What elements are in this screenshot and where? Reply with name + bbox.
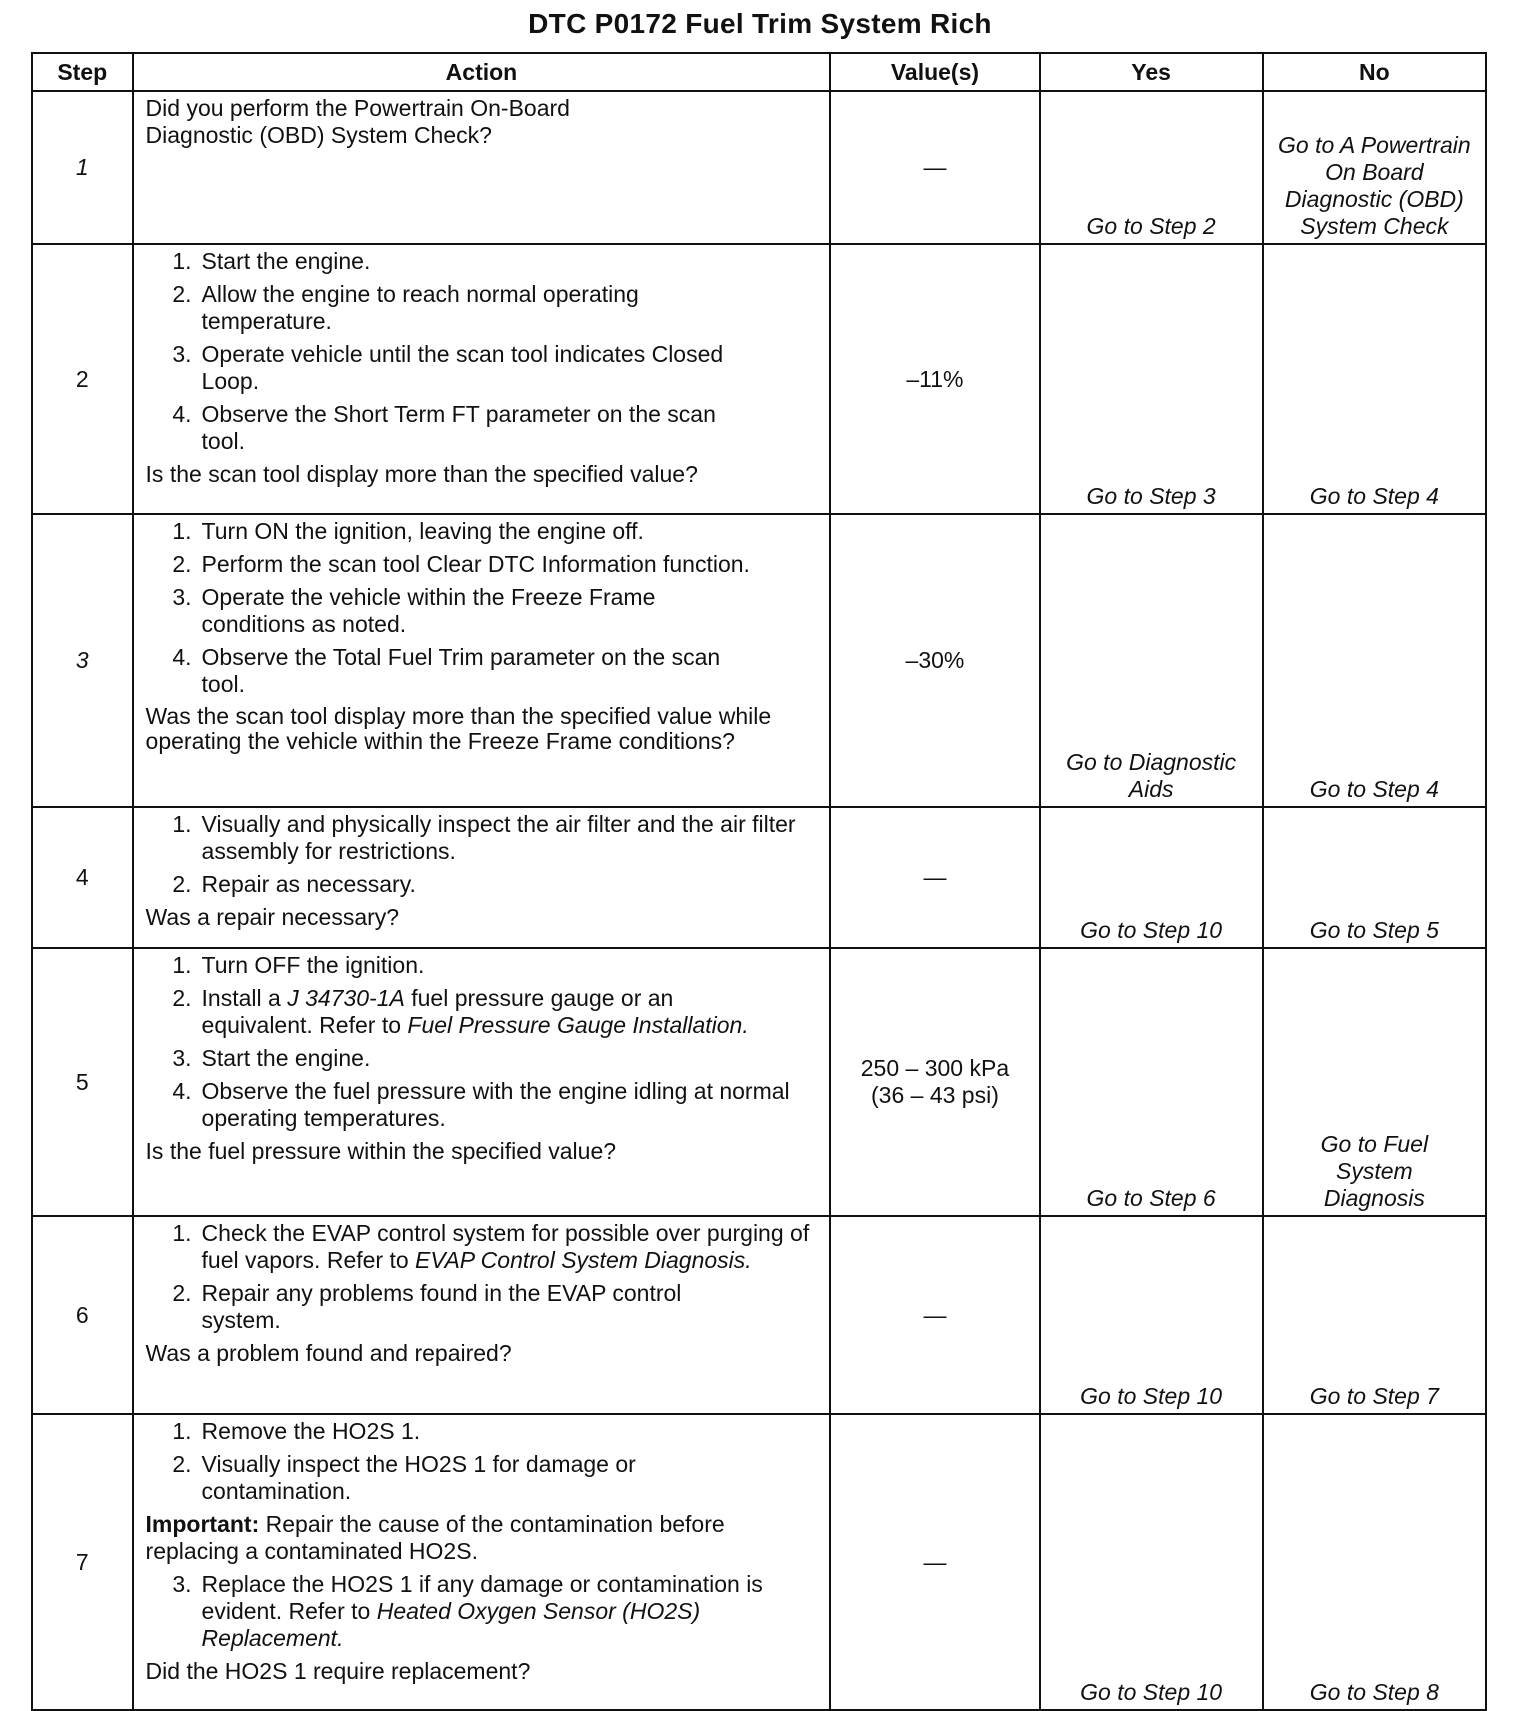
value-cell: — (830, 91, 1039, 244)
important-note (146, 1511, 822, 1565)
step-number: 2 (32, 244, 133, 514)
list-item: 1. Turn OFF the ignition. (172, 952, 425, 978)
value-cell: — (830, 807, 1039, 948)
step-number: 4 (32, 807, 133, 948)
no-cell: Go to Step 4 (1263, 514, 1486, 807)
list-item: 4. Observe the Total Fuel Trim parameter on the scan tool. (172, 644, 721, 697)
list-item: 3. Operate vehicle until the scan tool indicates Closed Loop. (172, 341, 724, 394)
no-reference: A Powertrain On Board Diagnostic (OBD) System Check (1284, 132, 1471, 239)
step-number: 1 (32, 91, 133, 244)
table-row (32, 514, 1486, 807)
list-item: 1. Start the engine. (172, 248, 371, 274)
table-row (32, 807, 1486, 948)
value-cell: –11% (830, 244, 1039, 514)
table-row (32, 244, 1486, 514)
list-item: 2. Perform the scan tool Clear DTC Information function. (172, 551, 750, 577)
tool-reference: J 34730-1A (287, 985, 405, 1011)
list-item: 4. Observe the Short Term FT parameter on the scan tool. (172, 401, 716, 454)
value-cell: — (830, 1414, 1039, 1710)
list-item: 2. Allow the engine to reach normal operating temperature. (172, 281, 639, 334)
table-row (32, 1414, 1486, 1710)
no-reference: Fuel System Diagnosis (1323, 1131, 1429, 1211)
list-item: 2. Repair any problems found in the EVAP control system. (172, 1280, 682, 1333)
question: Was a problem found and repaired? (145, 1340, 512, 1366)
question: Did the HO2S 1 require replacement? (145, 1658, 531, 1684)
list-item: 4. Observe the fuel pressure with the engine idling at normal operating temperatures. (172, 1078, 790, 1131)
important-label: Important: (145, 1511, 260, 1537)
question: Is the scan tool display more than the specified value? (145, 461, 698, 487)
procedure-list (146, 811, 822, 898)
table-row (32, 91, 1486, 244)
no-cell (1263, 948, 1486, 1216)
document-title: DTC P0172 Fuel Trim System Rich (528, 8, 992, 39)
procedure-reference: EVAP Control System Diagnosis. (415, 1247, 752, 1273)
yes-cell: Go to Step 6 (1040, 948, 1263, 1216)
yes-cell: Go to Step 10 (1040, 807, 1263, 948)
procedure-list (146, 1571, 822, 1652)
table-row (32, 1216, 1486, 1414)
action-cell (133, 807, 831, 948)
yes-cell: Go to Step 2 (1040, 91, 1263, 244)
list-item: 1. Turn ON the ignition, leaving the engine off. (172, 518, 644, 544)
table-header-row (32, 53, 1486, 91)
header-action: Action (133, 53, 831, 91)
step-number: 3 (32, 514, 133, 807)
action-cell (133, 1414, 831, 1710)
step-number: 5 (32, 948, 133, 1216)
no-cell (1263, 91, 1486, 244)
no-prefix: Go to (1278, 132, 1335, 158)
action-cell (133, 1216, 831, 1414)
yes-cell: Go to Diagnostic Aids (1040, 514, 1263, 807)
list-item: 3. Replace the HO2S 1 if any damage or contamination is evident. Refer to Heated Oxygen Sensor (HO2S) Replacement. (172, 1571, 763, 1651)
question: Did you perform the Powertrain On-Board Diagnostic (OBD) System Check? (145, 95, 570, 148)
important-text: Repair the cause of the contamination before replacing a contaminated HO2S. (145, 1511, 725, 1564)
header-yes: Yes (1040, 53, 1263, 91)
value-line: (36 – 43 psi) (871, 1082, 999, 1108)
procedure-list (146, 952, 822, 1132)
no-cell: Go to Step 8 (1263, 1414, 1486, 1710)
procedure-reference: Heated Oxygen Sensor (HO2S) Replacement. (201, 1598, 701, 1651)
question: Is the fuel pressure within the specified value? (145, 1138, 617, 1164)
list-item: 1. Visually and physically inspect the air filter and the air filter assembly for restrictions. (172, 811, 796, 864)
diagnostic-table (31, 52, 1487, 1711)
value-cell (830, 948, 1039, 1216)
step-number: 7 (32, 1414, 133, 1710)
list-item: 1. Remove the HO2S 1. (172, 1418, 421, 1444)
header-no: No (1263, 53, 1486, 91)
no-cell: Go to Step 7 (1263, 1216, 1486, 1414)
list-item: 2. Visually inspect the HO2S 1 for damage or contamination. (172, 1451, 636, 1504)
procedure-list (146, 1220, 822, 1334)
procedure-list (146, 248, 822, 455)
procedure-reference: Fuel Pressure Gauge Installation. (407, 1012, 749, 1038)
header-values: Value(s) (830, 53, 1039, 91)
list-item: 1. Check the EVAP control system for possible over purging of fuel vapors. Refer to EVAP Control System Diagnosis. (172, 1220, 810, 1273)
no-cell: Go to Step 4 (1263, 244, 1486, 514)
list-item: 3. Operate the vehicle within the Freeze Frame conditions as noted. (172, 584, 656, 637)
step-number: 6 (32, 1216, 133, 1414)
list-item: 2. Repair as necessary. (172, 871, 416, 897)
question: Was a repair necessary? (145, 904, 400, 930)
yes-cell: Go to Step 10 (1040, 1216, 1263, 1414)
action-cell (133, 91, 831, 244)
list-item: 2. Install a J 34730-1A fuel pressure gauge or an equivalent. Refer to Fuel Pressure Gauge Installation. (172, 985, 749, 1038)
value-cell: –30% (830, 514, 1039, 807)
procedure-list (146, 518, 822, 698)
yes-cell: Go to Step 10 (1040, 1414, 1263, 1710)
action-cell (133, 948, 831, 1216)
value-cell: — (830, 1216, 1039, 1414)
question: Was the scan tool display more than the specified value while operating the vehicle within the Freeze Frame conditions? (145, 703, 772, 754)
no-prefix: Go to (1320, 1131, 1377, 1157)
no-cell: Go to Step 5 (1263, 807, 1486, 948)
action-cell (133, 244, 831, 514)
action-cell (133, 514, 831, 807)
list-item: 3. Start the engine. (172, 1045, 371, 1071)
header-step: Step (32, 53, 133, 91)
value-line: 250 – 300 kPa (860, 1055, 1010, 1081)
procedure-list (146, 1418, 822, 1505)
yes-cell: Go to Step 3 (1040, 244, 1263, 514)
table-row (32, 948, 1486, 1216)
